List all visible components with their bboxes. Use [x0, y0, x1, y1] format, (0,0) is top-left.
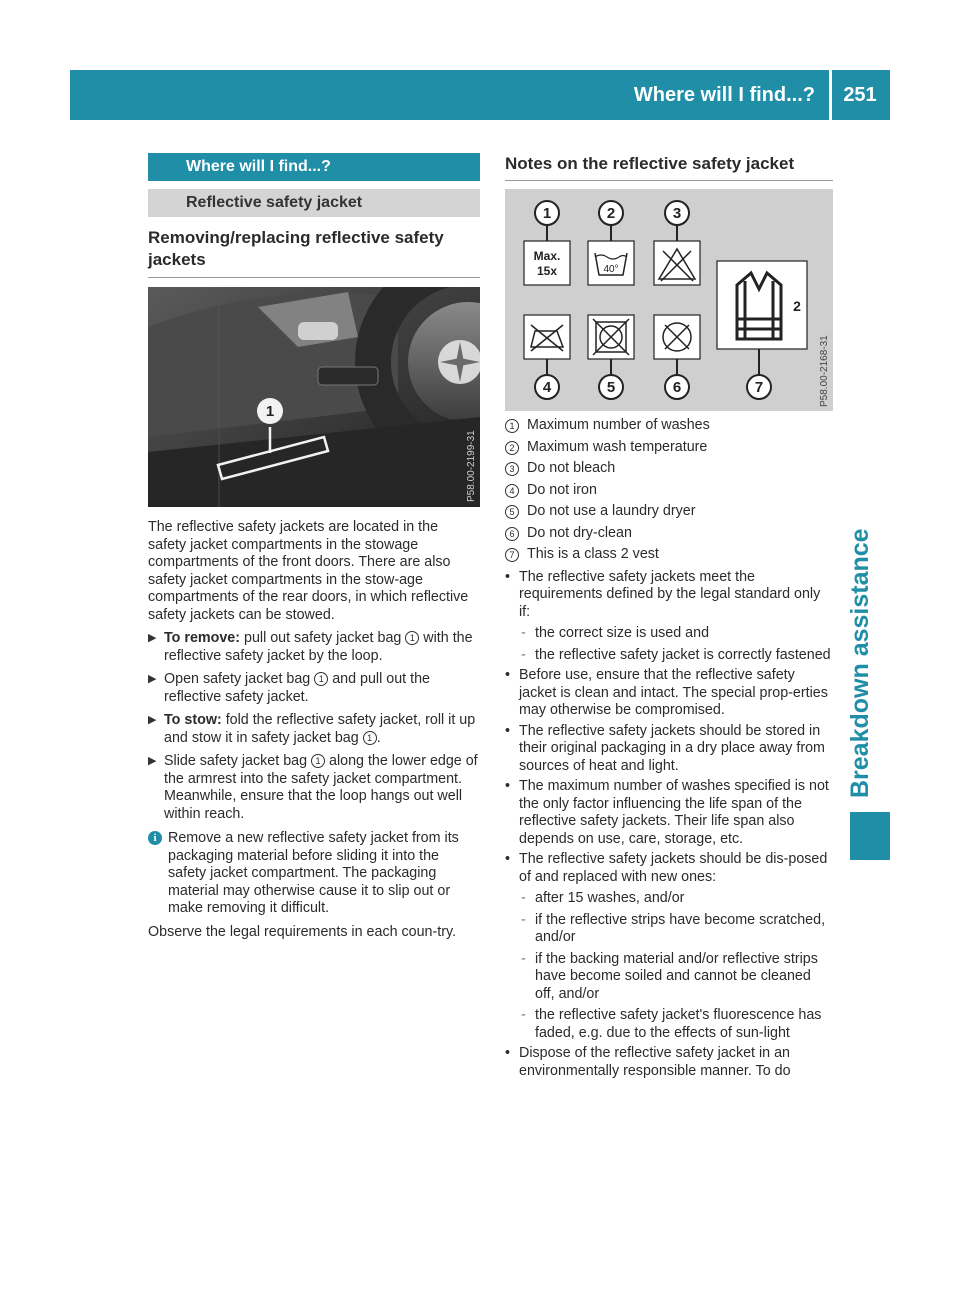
step-stow: ▶ To stow: fold the reflective safety jacket, roll it up and stow it in safety jacket bag 1 . [148, 712, 476, 746]
callout-ref: 1 [363, 731, 377, 745]
sub-item: - the correct size is used and [521, 625, 710, 641]
photo-code: P58.00-2199-31 [466, 430, 477, 502]
left-column [148, 153, 480, 941]
sub-item: - the reflective safety jacket is correctly fastened [521, 646, 831, 663]
header-separator [829, 70, 832, 120]
bullet-item: • The reflective safety jackets should be stored in their original packaging in a dry place away from sources of heat and light. [505, 722, 825, 774]
max-label: Max. [533, 249, 561, 263]
svg-text:7: 7 [754, 379, 764, 396]
figure-code: P58.00-2168-31 [819, 335, 830, 407]
callout-ref: 1 [311, 754, 325, 768]
legend-item: 3 Do not bleach [505, 458, 833, 480]
intro-paragraph: The reflective safety jackets are located in the safety jacket compartments in the stowage compartments of the front doors. There are also safety jacket compartments in the stow-age compartments of the rear doors, in which reflective safety jackets can be stowed. [148, 519, 469, 623]
legend-item: 5 Do not use a laundry dryer [505, 501, 833, 523]
header-title: Where will I find...? [633, 84, 815, 106]
side-tab-label: Breakdown assistance [846, 528, 874, 798]
svg-text:6: 6 [672, 379, 682, 396]
page-number: 251 [843, 84, 877, 106]
svg-text:1: 1 [542, 205, 552, 222]
svg-text:2: 2 [606, 205, 616, 222]
legend-item: 1 Maximum number of washes [505, 415, 833, 437]
sub-item: - if the backing material and/or reflective strips have become soiled and cannot be cleaned off, and/or [521, 950, 818, 1002]
door-photo [148, 287, 480, 507]
legend-item: 6 Do not dry-clean [505, 523, 833, 545]
section-bar: Where will I find...? [148, 153, 480, 181]
wash-temp: 40° [603, 264, 619, 275]
step-open: ▶ Open safety jacket bag 1 and pull out the reflective safety jacket. [148, 671, 430, 705]
svg-text:4: 4 [542, 379, 552, 396]
sub-item: - the reflective safety jacket's fluorescence has faded, e.g. due to the effects of sun-light [521, 1007, 822, 1041]
svg-text:5: 5 [606, 379, 616, 396]
bullet-item: • The reflective safety jackets should be dis-posed of and replaced with new ones: [505, 851, 828, 885]
sub-item: - after 15 washes, and/or [521, 890, 685, 906]
callout-ref: 1 [405, 631, 419, 645]
sub-item: - if the reflective strips have become scratched, and/or [521, 911, 826, 945]
callout-ref: 1 [314, 672, 328, 686]
arrow-icon: ▶ [148, 632, 157, 644]
notes-heading: Notes on the reflective safety jacket [505, 153, 833, 181]
care-label-figure [505, 189, 833, 411]
arrow-icon: ▶ [148, 673, 157, 685]
section-heading: Removing/replacing reflective safety jackets [148, 227, 480, 278]
care-symbols-illustration [505, 189, 833, 411]
right-column [505, 153, 833, 1080]
subsection-bar: Reflective safety jacket [148, 189, 480, 217]
closing-paragraph: Observe the legal requirements in each coun-try. [148, 923, 457, 940]
svg-text:3: 3 [672, 205, 682, 222]
door-photo-illustration [148, 287, 480, 507]
legend-item: 2 Maximum wash temperature [505, 437, 833, 459]
vest-class: 2 [793, 298, 801, 314]
side-tab-marker [850, 812, 890, 860]
bullet-item: • Dispose of the reflective safety jacket in an environmentally responsible manner. To do [505, 1045, 791, 1079]
info-note: i Remove a new reflective safety jacket from its packaging material before sliding it into the safety jacket compartment. The packaging material may otherwise cause it to slip out or make removing it difficult. [148, 830, 480, 918]
legend-item: 4 Do not iron [505, 480, 833, 502]
bullet-item: • The maximum number of washes specified is not the only factor influencing the life span of the reflective safety jackets. Their life span also depends on use, care, storage, etc. [505, 778, 829, 847]
page-header [70, 70, 890, 120]
photo-callout-text: 1 [265, 403, 275, 420]
bullet-item: • Before use, ensure that the reflective safety jacket is clean and intact. The special prop-erties may otherwise be compromised. [505, 667, 828, 718]
step-slide: ▶ Slide safety jacket bag 1 along the lower edge of the armrest into the safety jacket compartment. Meanwhile, ensure that the loop hangs out well within reach. [148, 753, 478, 822]
step-remove: ▶ To remove: pull out safety jacket bag 1 with the reflective safety jacket by the loop. [148, 630, 473, 664]
legend-list [505, 415, 833, 566]
bullet-item: • The reflective safety jackets meet the requirements defined by the legal standard only if: [505, 568, 821, 620]
info-icon: i [148, 831, 162, 845]
max-count: 15x [536, 264, 558, 278]
legend-item: 7 This is a class 2 vest [505, 544, 833, 566]
arrow-icon: ▶ [148, 755, 157, 767]
arrow-icon: ▶ [148, 714, 157, 726]
